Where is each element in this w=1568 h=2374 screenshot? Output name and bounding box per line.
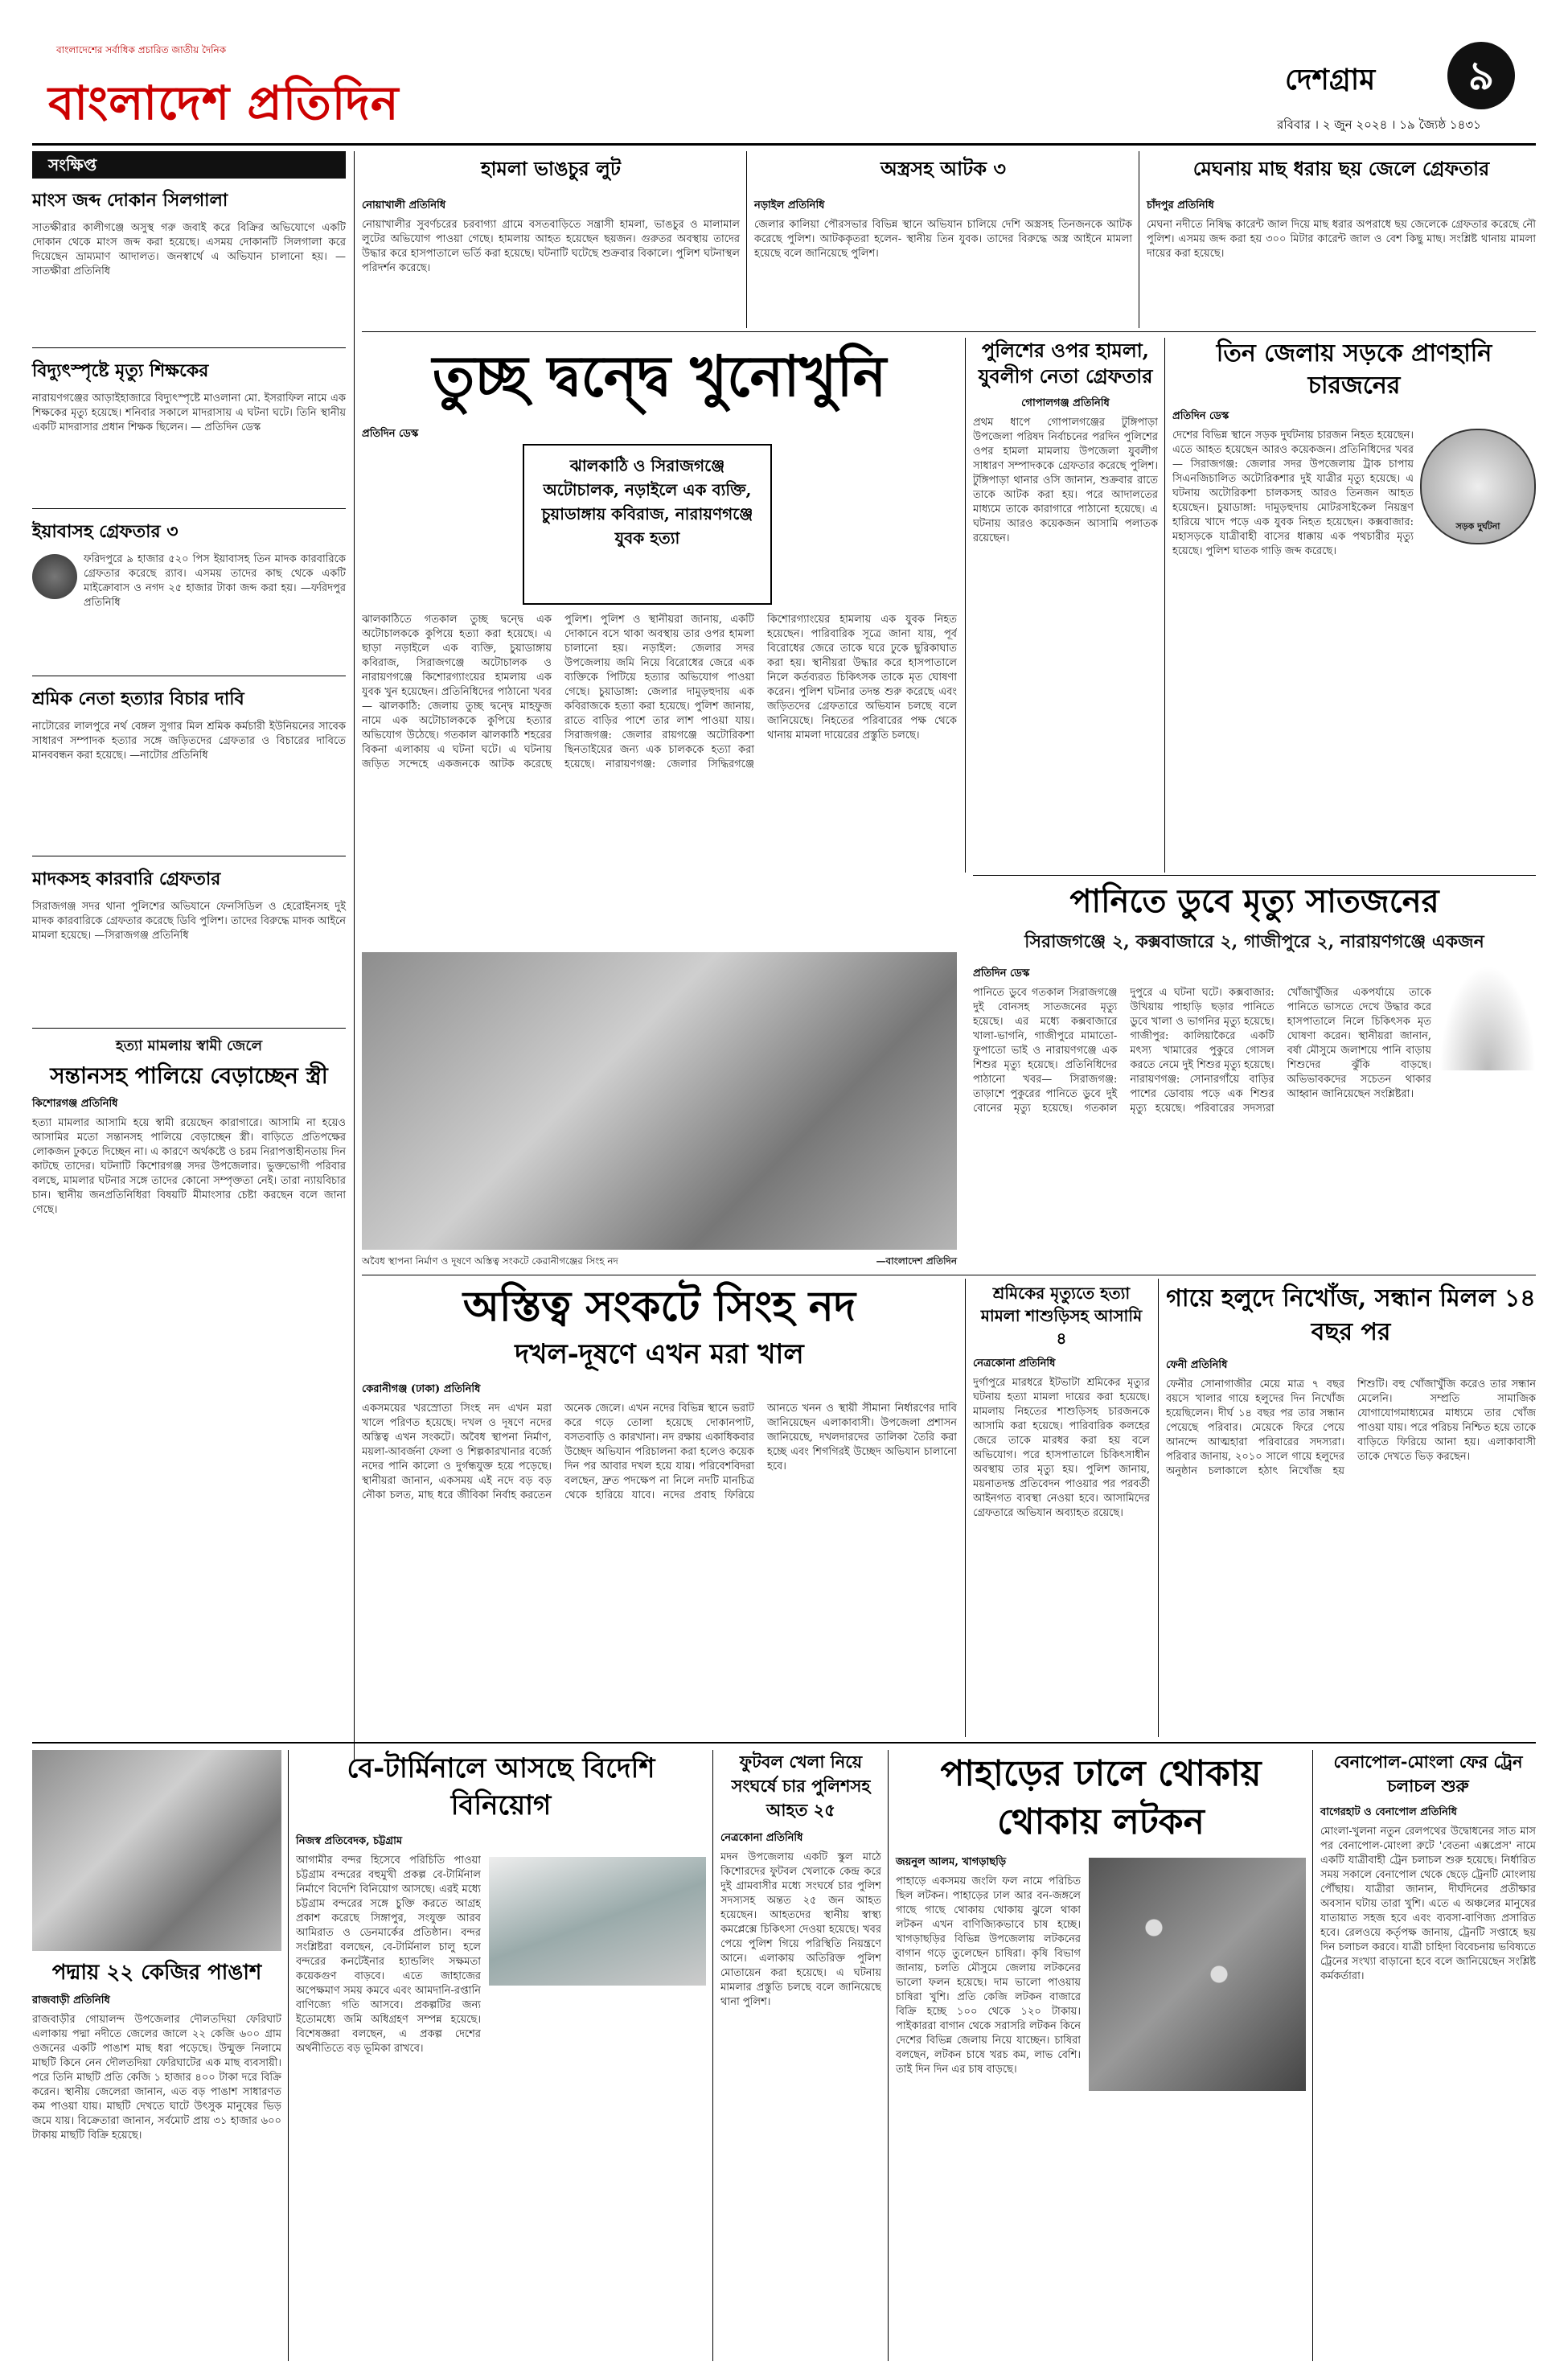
- article-kicker: হত্যা মামলায় স্বামী জেলে: [115, 1037, 263, 1054]
- lead-deck-box: [523, 444, 772, 605]
- article-credit: নোয়াখালী প্রতিনিধি: [362, 199, 446, 212]
- article-headline: পানিতে ডুবে মৃত্যু সাতজনের: [1069, 882, 1439, 920]
- article-attack: [362, 151, 740, 276]
- lotkon-body-continued: [896, 2099, 1306, 2356]
- article-pangas: [32, 1959, 281, 2343]
- article-credit: রাজবাড়ী প্রতিনিধি: [32, 1994, 110, 2006]
- sidebar-item: [32, 685, 346, 763]
- issue-date: রবিবার । ২ জুন ২০২৪ । ১৯ জ্যৈষ্ঠ ১৪৩১: [1277, 117, 1481, 132]
- article-headline: পদ্মায় ২২ কেজির পাঙাশ: [51, 1961, 262, 1985]
- article-absconding-wife: [32, 1034, 346, 1218]
- sidebar-item-body: নারায়ণগঞ্জের আড়াইহাজারে বিদ্যুৎস্পৃষ্টে মাওলানা মো. ইসরাফিল নামে এক শিক্ষকের মৃত্যু হয়েছে। শনিবার সকালে মাদরাসায় এ ঘটনা ঘটে। তিনি স্থানীয় একটি মাদরাসার প্রধান শিক্ষক ছিলেন। — প্রতিদিন ডেস্ক: [32, 392, 346, 433]
- article-credit: কেরানীগঞ্জ (ঢাকা) প্রতিনিধি: [362, 1383, 481, 1395]
- article-headline: শ্রমিকের মৃত্যুতে হত্যা মামলা শাশুড়িসহ আসামি ৪: [980, 1284, 1143, 1348]
- column-divider: [1312, 1750, 1313, 2361]
- road-accident-illustration: [1420, 429, 1536, 544]
- article-road-deaths: [1172, 338, 1536, 855]
- divider: [973, 875, 1536, 876]
- sidebar-item-title: ইয়াবাসহ গ্রেফতার ৩: [32, 521, 179, 542]
- article-train: [1320, 1750, 1536, 2339]
- lead-deck: ঝালকাঠি ও সিরাজগঞ্জে অটোচালক, নড়াইলে এক ব্যক্তি, চুয়াডাঙ্গায় কবিরাজ, নারায়ণগঞ্জে যুবক হত্যা: [541, 456, 753, 548]
- article-worker-murder: [973, 1282, 1150, 1730]
- article-body: জেলার কালিয়া পৌরসভার বিভিন্ন স্থানে অভিযান চালিয়ে দেশি অস্ত্রসহ তিনজনকে আটক করেছে পুলিশ। আটককৃতরা হলেন- স্থানীয় তিন যুবক। তাদের বিরুদ্ধে অস্ত্র আইনে মামলা হয়েছে বলে জানিয়েছে পুলিশ।: [754, 219, 1132, 260]
- article-singha-river: [362, 1279, 957, 1760]
- article-body: একসময়ের খরস্রোতা সিংহ নদ এখন মরা খালে পরিণত হয়েছে। দখল ও দূষণে নদের অস্তিত্ব এখন সংকটে। অবৈধ স্থাপনা নির্মাণ, ময়লা-আবর্জনা ফেলা ও শিল্পকারখানার বর্জ্যে নদের পানি কালো ও দুর্গন্ধযুক্ত হয়ে পড়েছে। স্থানীয়রা জানান, একসময় এই নদে বড় বড় নৌকা চলত, মাছ ধরে জীবিকা নির্বাহ করতেন অনেক জেলে। এখন নদের বিভিন্ন স্থানে ভরাট করে গড়ে তোলা হয়েছে দোকানপাট, বসতবাড়ি ও কারখানা। নদ রক্ষায় একাধিকবার উচ্ছেদ অভিযান পরিচালনা করা হলেও কয়েক দিন পর আবার দখল হয়ে যায়। পরিবেশবিদরা বলছেন, দ্রুত পদক্ষেপ না নিলে নদটি মানচিত্র থেকে হারিয়ে যাবে। নদের প্রবাহ ফিরিয়ে আনতে খনন ও স্থায়ী সীমানা নির্ধারণের দাবি জানিয়েছেন এলাকাবাসী। উপজেলা প্রশাসন জানিয়েছে, দখলদারদের তালিকা তৈরি করা হচ্ছে এবং শিগগিরই উচ্ছেদ অভিযান চালানো হবে।: [362, 1403, 957, 1501]
- sidebar-item: [32, 865, 346, 943]
- article-headline: মেঘনায় মাছ ধরায় ছয় জেলে গ্রেফতার: [1192, 157, 1490, 180]
- article-body: মদন উপজেলায় একটি স্কুল মাঠে কিশোরদের ফুটবল খেলাকে কেন্দ্র করে দুই গ্রামবাসীর মধ্যে সংঘর্ষে চার পুলিশ সদস্যসহ অন্তত ২৫ জন আহত হয়েছেন। আহতদের স্থানীয় স্বাস্থ্য কমপ্লেক্সে চিকিৎসা দেওয়া হয়েছে। খবর পেয়ে পুলিশ গিয়ে পরিস্থিতি নিয়ন্ত্রণে আনে। এলাকায় অতিরিক্ত পুলিশ মোতায়েন করা হয়েছে। এ ঘটনায় মামলার প্রস্তুতি চলছে বলে জানিয়েছে থানা পুলিশ।: [720, 1851, 881, 2008]
- article-credit: কিশোরগঞ্জ প্রতিনিধি: [32, 1098, 118, 1110]
- article-body: আগামীর বন্দর হিসেবে পরিচিতি পাওয়া চট্টগ্রাম বন্দরের বহুমুখী প্রকল্প বে-টার্মিনাল নির্মাণে বিদেশি বিনিয়োগ আসছে। এরই মধ্যে চট্টগ্রাম বন্দরের সঙ্গে চুক্তি করতে আগ্রহ প্রকাশ করেছে সিঙ্গাপুর, সংযুক্ত আরব আমিরাত ও ডেনমার্কের প্রতিষ্ঠান। বন্দর সংশ্লিষ্টরা বলছেন, বে-টার্মিনাল চালু হলে বন্দরের কনটেইনার হ্যান্ডলিং সক্ষমতা কয়েকগুণ বাড়বে। এতে জাহাজের অপেক্ষমাণ সময় কমবে এবং আমদানি-রপ্তানি বাণিজ্যে গতি আসবে। প্রকল্পটির জন্য ইতোমধ্যে জমি অধিগ্রহণ সম্পন্ন হয়েছে। বিশেষজ্ঞরা বলছেন, এ প্রকল্প দেশের অর্থনীতিতে বড় ভূমিকা রাখবে।: [296, 1854, 481, 2055]
- article-headline: পাহাড়ের ঢালে থোকায় থোকায় লটকন: [940, 1753, 1262, 1842]
- article-police-attack: [973, 338, 1158, 826]
- article-headline: তিন জেলায় সড়কে প্রাণহানি চারজনের: [1216, 339, 1492, 400]
- lead-photo: [362, 952, 957, 1250]
- column-divider: [712, 1750, 713, 2361]
- article-arms-arrest: [754, 151, 1132, 261]
- article-subheadline: দখল-দূষণে এখন মরা খাল: [515, 1338, 804, 1370]
- article-credit: নিজস্ব প্রতিবেদক, চট্টগ্রাম: [296, 1835, 403, 1847]
- sidebar-item: [32, 187, 346, 279]
- article-headline: ফুটবল খেলা নিয়ে সংঘর্ষে চার পুলিশসহ আহত ২৫: [731, 1752, 871, 1820]
- lead-body: ঝালকাঠিতে গতকাল তুচ্ছ দ্বন্দ্বে এক অটোচালককে কুপিয়ে হত্যা করা হয়েছে। এ ছাড়া নড়াইলে এক ব্যক্তি, চুয়াডাঙ্গায় কবিরাজ, সিরাজগঞ্জে অটোচালক ও নারায়ণগঞ্জে কিশোরগ্যাংয়ের হামলায় এক যুবক খুন হয়েছেন। প্রতিনিধিদের পাঠানো খবর— ঝালকাঠি: জেলায় তুচ্ছ দ্বন্দ্বে মাহফুজ নামে এক অটোচালককে কুপিয়ে হত্যার অভিযোগ উঠেছে। গতকাল ঝালকাঠি শহরের বিকনা এলাকায় এ ঘটনা ঘটে। এ ঘটনায় জড়িত সন্দেহে একজনকে আটক করেছে পুলিশ। পুলিশ ও স্থানীয়রা জানায়, একটি দোকানে বসে থাকা অবস্থায় তার ওপর হামলা চালানো হয়। নড়াইল: জেলার সদর উপজেলায় জমি নিয়ে বিরোধের জেরে এক ব্যক্তিকে পিটিয়ে হত্যার অভিযোগ পাওয়া গেছে। চুয়াডাঙ্গা: জেলার দামুড়হুদায় এক কবিরাজকে হত্যা করা হয়েছে। পুলিশ জানায়, রাতে বাড়ির পাশে তার লাশ পাওয়া যায়। সিরাজগঞ্জ: জেলার রায়গঞ্জে অটোরিকশা ছিনতাইয়ের জন্য এক চালককে হত্যা করা হয়েছে। নারায়ণগঞ্জ: জেলার সিদ্ধিরগঞ্জে কিশোরগ্যাংয়ের হামলায় এক যুবক নিহত হয়েছেন। পারিবারিক সূত্রে জানা যায়, পূর্ব বিরোধের জেরে তাকে ঘরে ঢুকে ছুরিকাঘাত করা হয়। স্থানীয়রা উদ্ধার করে হাসপাতালে নিলে কর্তব্যরত চিকিৎসক তাকে মৃত ঘোষণা করেন। পুলিশ ঘটনার তদন্ত শুরু করেছে এবং জড়িতদের গ্রেফতারে অভিযান চলছে বলে জানিয়েছে। নিহতের পরিবারের পক্ষ থেকে থানায় মামলা দায়েরের প্রস্তুতি চলছে।: [362, 614, 957, 770]
- divider: [32, 347, 346, 348]
- accident-label: সড়ক দুর্ঘটনা: [1455, 521, 1500, 532]
- photo-caption: অবৈধ স্থাপনা নির্মাণ ও দূষণে অস্তিত্ব সংকটে কেরানীগঞ্জের সিংহ নদ: [362, 1255, 618, 1267]
- article-credit: নড়াইল প্রতিনিধি: [754, 199, 825, 212]
- page-number: ৯: [1447, 42, 1515, 109]
- article-fishermen-arrest: [1147, 151, 1536, 261]
- article-headline: গায়ে হলুদে নিখোঁজ, সন্ধান মিলল ১৪ বছর পর: [1166, 1284, 1536, 1346]
- article-deck: সিরাজগঞ্জে ২, কক্সবাজারে ২, গাজীপুরে ২, নারায়ণগঞ্জে একজন: [1024, 931, 1484, 952]
- article-drowning: [973, 880, 1536, 1267]
- lead-article: [362, 426, 957, 949]
- article-headline: অস্ত্রসহ আটক ৩: [880, 157, 1006, 180]
- column-divider: [965, 1279, 966, 1737]
- masthead-divider: [32, 143, 1536, 146]
- sidebar-item-title: মাদকসহ কারবারি গ্রেফতার: [32, 869, 221, 889]
- port-photo: [489, 1857, 706, 1986]
- article-credit: নেত্রকোনা প্রতিনিধি: [720, 1832, 803, 1844]
- article-body: মোংলা-খুলনা নতুন রেলপথের উদ্বোধনের সাত মাস পর বেনাপোল-মোংলা রুটে 'বেতনা এক্সপ্রেস' নামে একটি যাত্রীবাহী ট্রেন চলাচল শুরু হয়েছে। নির্ধারিত সময় সকালে বেনাপোল থেকে ছেড়ে ট্রেনটি মোংলায় পৌঁছায়। যাত্রীরা জানান, দীর্ঘদিনের প্রতীক্ষার অবসান ঘটায় তারা খুশি। এতে এ অঞ্চলের মানুষের যাতায়াত সহজ হবে এবং ব্যবসা-বাণিজ্য প্রসারিত হবে। রেলওয়ে কর্তৃপক্ষ জানায়, ট্রেনটি সপ্তাহে ছয় দিন চলাচল করবে। যাত্রী চাহিদা বিবেচনায় ভবিষ্যতে ট্রেনের সংখ্যা বাড়ানো হবে বলে জানিয়েছেন সংশ্লিষ্ট কর্মকর্তারা।: [1320, 1826, 1536, 1982]
- article-credit: প্রতিদিন ডেস্ক: [362, 428, 419, 440]
- article-missing-girl: [1166, 1282, 1536, 1731]
- article-body: ফেনীর সোনাগাজীর মেয়ে মাত্র ৭ বছর বয়সে খালার গায়ে হলুদের দিন নিখোঁজ হয়েছিলেন। দীর্ঘ ১৪ বছর পর তার সন্ধান পেয়েছে পরিবার। মেয়েকে ফিরে পেয়ে আনন্দে আত্মহারা পরিবারের সদস্যরা। পরিবার জানায়, ২০১০ সালে গায়ে হলুদের অনুষ্ঠান চলাকালে হঠাৎ নিখোঁজ হয় শিশুটি। বহু খোঁজাখুঁজি করেও তার সন্ধান মেলেনি। সম্প্রতি সামাজিক যোগাযোগমাধ্যমের মাধ্যমে তার খোঁজ পাওয়া যায়। পরে পরিচয় নিশ্চিত হয়ে তাকে বাড়িতে ফিরিয়ে আনা হয়। এলাকাবাসী তাকে দেখতে ভিড় করছেন।: [1166, 1378, 1536, 1477]
- sidebar-item: [32, 357, 346, 435]
- fish-photo: [32, 1750, 281, 1951]
- article-body: প্রথম ধাপে গোপালগঞ্জের টুঙ্গিপাড়া উপজেলা পরিষদ নির্বাচনের পরদিন পুলিশের ওপর হামলা মামলায় উপজেলা যুবলীগ সাধারণ সম্পাদককে গ্রেফতার করেছে পুলিশ। টুঙ্গিপাড়া থানার ওসি জানান, শুক্রবার রাতে তাকে আটক করা হয়। পরে আদালতের মাধ্যমে তাকে কারাগারে পাঠানো হয়েছে। এ ঘটনায় আরও কয়েকজন আসামি পলাতক রয়েছেন।: [973, 417, 1158, 544]
- divider: [32, 1742, 1536, 1744]
- article-headline: পুলিশের ওপর হামলা, যুবলীগ নেতা গ্রেফতার: [978, 339, 1153, 388]
- article-headline: হামলা ভাঙচুর লুট: [480, 157, 621, 180]
- article-headline: বেনাপোল-মোংলা ফের ট্রেন চলাচল শুরু: [1333, 1752, 1523, 1796]
- article-bay-terminal: [296, 1750, 706, 2352]
- sidebar-item-body: ফরিদপুরে ৯ হাজার ৫২০ পিস ইয়াবাসহ তিন মাদক কারবারিকে গ্রেফতার করেছে র‌্যাব। এসময় তাদের কাছ থেকে একটি মাইক্রোবাস ও নগদ ২৫ হাজার টাকা জব্দ করা হয়। —ফরিদপুর প্রতিনিধি: [84, 553, 346, 609]
- sidebar-item-body: নাটোরের লালপুরে নর্থ বেঙ্গল সুগার মিল শ্রমিক কর্মচারী ইউনিয়নের সাবেক সাধারণ সম্পাদক হত্যার সঙ্গে জড়িতদের গ্রেফতার ও বিচারের দাবিতে মানববন্ধন করা হয়েছে। —নাটোর প্রতিনিধি: [32, 721, 346, 762]
- article-credit: ফেনী প্রতিনিধি: [1166, 1359, 1228, 1371]
- sidebar-item-body: সাতক্ষীরার কালীগঞ্জে অসুস্থ গরু জবাই করে বিক্রির অভিযোগে একটি দোকান থেকে মাংস জব্দ করা হয়েছে। এসময় দোকানটি সিলগালা করে দিয়েছেন ভ্রাম্যমাণ আদালত। জনস্বার্থে এ অভিযান চালানো হয়। — সাতক্ষীরা প্রতিনিধি: [32, 222, 346, 277]
- logo-tagline: বাংলাদেশের সর্বাধিক প্রচারিত জাতীয় দৈনিক: [56, 44, 227, 55]
- sidebar-thumbnail: [32, 554, 77, 599]
- article-body: নোয়াখালীর সুবর্ণচরের চরবাগ্যা গ্রামে বসতবাড়িতে সন্ত্রাসী হামলা, ভাঙচুর ও মালামাল লুটের অভিযোগ পাওয়া গেছে। হামলায় আহত হয়েছেন ছয়জন। গুরুতর অবস্থায় তাদের উদ্ধার করে হাসপাতালে ভর্তি করা হয়েছে। ঘটনাটি ঘটেছে শুক্রবার বিকালে। পুলিশ ঘটনাস্থল পরিদর্শন করেছে।: [362, 219, 740, 274]
- sidebar-label: সংক্ষিপ্ত: [32, 151, 346, 179]
- lead-column-1: [362, 426, 515, 446]
- logo[interactable]: বাংলাদেশ প্রতিদিন: [48, 76, 400, 130]
- article-credit: প্রতিদিন ডেস্ক: [1172, 410, 1229, 422]
- column-divider: [965, 338, 966, 873]
- column-divider: [288, 1750, 289, 2361]
- lead-headline[interactable]: তুচ্ছ দ্বন্দ্বে খুনোখুনি: [432, 343, 887, 409]
- article-body: রাজবাড়ীর গোয়ালন্দ উপজেলার দৌলতদিয়া ফেরিঘাট এলাকায় পদ্মা নদীতে জেলের জালে ২২ কেজি ৬০০ গ্রাম ওজনের একটি পাঙাশ মাছ ধরা পড়েছে। উন্মুক্ত নিলামে মাছটি কিনে নেন দৌলতদিয়া ফেরিঘাটের এক মাছ ব্যবসায়ী। পরে তিনি মাছটি প্রতি কেজি ১ হাজার ৪০০ টাকা দরে বিক্রি করেন। স্থানীয় জেলেরা জানান, এত বড় পাঙাশ সাধারণত কম পাওয়া যায়। মাছটি দেখতে ঘাটে উৎসুক মানুষের ভিড় জমে যায়। বিক্রেতারা জানান, সর্বমোট প্রায় ৩১ হাজার ৬০০ টাকায় মাছটি বিক্রি হয়েছে।: [32, 2014, 281, 2142]
- sidebar-item-body: সিরাজগঞ্জ সদর থানা পুলিশের অভিযানে ফেনসিডিল ও হেরোইনসহ দুই মাদক কারবারিকে গ্রেফতার করেছে ডিবি পুলিশ। তাদের বিরুদ্ধে মাদক আইনে মামলা হয়েছে। —সিরাজগঞ্জ প্রতিনিধি: [32, 901, 346, 942]
- article-credit: প্রতিদিন ডেস্ক: [973, 967, 1030, 980]
- section-name: দেশগ্রাম: [1285, 64, 1376, 97]
- photo-credit: —বাংলাদেশ প্রতিদিন: [876, 1255, 957, 1267]
- article-body: দেশের বিভিন্ন স্থানে সড়ক দুর্ঘটনায় চারজন নিহত হয়েছেন। এতে আহত হয়েছেন আরও কয়েকজন। প্রতিনিধিদের খবর— সিরাজগঞ্জ: জেলার সদর উপজেলায় ট্রাক চাপায় সিএনজিচালিত অটোরিকশার দুই যাত্রীর মৃত্যু হয়েছে। এ ঘটনায় অটোরিকশা চালকসহ আরও তিনজন আহত হয়েছেন। চুয়াডাঙ্গা: দামুড়হুদায় মোটরসাইকেল নিয়ন্ত্রণ হারিয়ে খাদে পড়ে এক যুবক নিহত হয়েছেন। কক্সবাজার: মহাসড়কে যাত্রীবাহী বাসের ধাক্কায় এক পথচারীর মৃত্যু হয়েছে। পুলিশ ঘাতক গাড়ি জব্দ করেছে।: [1172, 429, 1414, 557]
- sidebar-item-title: শ্রমিক নেতা হত্যার বিচার দাবি: [32, 688, 244, 709]
- article-credit: জয়নুল আলম, খাগড়াছড়ি: [896, 1856, 1007, 1868]
- drowning-illustration: [1439, 966, 1536, 1070]
- divider: [32, 1028, 346, 1029]
- article-body: হত্যা মামলার আসামি হয়ে স্বামী রয়েছেন কারাগারে। আসামি না হয়েও আসামির মতো সন্তানসহ পালিয়ে বেড়াচ্ছেন স্ত্রী। বাড়িতে প্রতিপক্ষের লোকজন ঢুকতে দিচ্ছেন না। এ কারণে অর্থকষ্টে ও চরম নিরাপত্তাহীনতায় দিন কাটছে তাদের। ঘটনাটি কিশোরগঞ্জ সদর উপজেলার। ভুক্তভোগী পরিবার বলছে, মামলার ঘটনার সঙ্গে তাদের কোনো সম্পৃক্ততা নেই। তারা ন্যায়বিচার চান। স্থানীয় জনপ্রতিনিধিরা বিষয়টি মীমাংসার চেষ্টা করছেন বলে জানা গেছে।: [32, 1117, 346, 1216]
- article-body: মেঘনা নদীতে নিষিদ্ধ কারেন্ট জাল দিয়ে মাছ ধরার অপরাধে ছয় জেলেকে গ্রেফতার করেছে নৌ পুলিশ। এসময় জব্দ করা হয় ৩০০ মিটার কারেন্ট জাল ও বেশ কিছু মাছ। সংশ্লিষ্ট থানায় মামলা দায়ের করা হয়েছে।: [1147, 219, 1536, 260]
- article-body: দুর্গাপুরে মারধরে ইটভাটা শ্রমিকের মৃত্যুর ঘটনায় হত্যা মামলা দায়ের করা হয়েছে। মামলায় নিহতের শাশুড়িসহ চারজনকে আসামি করা হয়েছে। পারিবারিক কলহের জেরে তাকে মারধর করা হয় বলে অভিযোগ। পরে হাসপাতালে চিকিৎসাধীন অবস্থায় তার মৃত্যু হয়। পুলিশ জানায়, ময়নাতদন্ত প্রতিবেদন পাওয়ার পর পরবর্তী আইনগত ব্যবস্থা নেওয়া হবে। আসামিদের গ্রেফতারে অভিযান অব্যাহত রয়েছে।: [973, 1377, 1150, 1519]
- article-body: পানিতে ডুবে গতকাল সিরাজগঞ্জে দুই বোনসহ সাতজনের মৃত্যু হয়েছে। এর মধ্যে কক্সবাজারে খালা-ভাগনি, গাজীপুরে মামাতো-ফুপাতো ভাই ও নারায়ণগঞ্জে এক শিশুর মৃত্যু হয়েছে। প্রতিনিধিদের পাঠানো খবর— সিরাজগঞ্জ: তাড়াশে পুকুরের পানিতে ডুবে দুই বোনের মৃত্যু হয়েছে। গতকাল দুপুরে এ ঘটনা ঘটে। কক্সবাজার: উখিয়ায় পাহাড়ি ছড়ার পানিতে ডুবে খালা ও ভাগনির মৃত্যু হয়েছে। গাজীপুর: কালিয়াকৈরে একটি মৎস্য খামারের পুকুরে গোসল করতে নেমে দুই শিশুর মৃত্যু হয়েছে। নারায়ণগঞ্জ: সোনারগাঁয়ে বাড়ির পাশের ডোবায় পড়ে এক শিশুর মৃত্যু হয়েছে। পরিবারের সদস্যরা খোঁজাখুঁজির একপর্যায়ে তাকে পানিতে ভাসতে দেখে উদ্ধার করে হাসপাতালে নিলে চিকিৎসক মৃত ঘোষণা করেন। স্থানীয়রা জানান, বর্ষা মৌসুমে জলাশয়ে পানি বাড়ায় শিশুদের ঝুঁকি বাড়ছে। অভিভাবকদের সচেতন থাকার আহ্বান জানিয়েছেন সংশ্লিষ্টরা।: [973, 987, 1431, 1115]
- sidebar-item: [32, 518, 346, 610]
- column-divider: [888, 1750, 889, 2361]
- article-credit: চাঁদপুর প্রতিনিধি: [1147, 199, 1214, 212]
- article-credit: বাগেরহাট ও বেনাপোল প্রতিনিধি: [1320, 1806, 1457, 1818]
- column-divider: [1164, 338, 1165, 873]
- column-divider: [1158, 1279, 1159, 1737]
- article-football-clash: [720, 1750, 881, 2341]
- column-divider: [746, 151, 747, 328]
- masthead: [32, 23, 1536, 143]
- divider: [32, 508, 346, 509]
- article-body: পাহাড়ে একসময় জংলি ফল নামে পরিচিত ছিল লটকন। পাহাড়ের ঢাল আর বন-জঙ্গলে গাছে গাছে থোকায় থোকায় ঝুলে থাকা লটকন এখন বাণিজ্যিকভাবে চাষ হচ্ছে। খাগড়াছড়ির বিভিন্ন উপজেলায় লটকনের বাগান গড়ে তুলেছেন চাষিরা। কৃষি বিভাগ জানায়, চলতি মৌসুমে জেলায় লটকনের ভালো ফলন হয়েছে। দাম ভালো পাওয়ায় চাষিরা খুশি। প্রতি কেজি লটকন বাজারে বিক্রি হচ্ছে ১০০ থেকে ১২০ টাকায়। পাইকাররা বাগান থেকে সরাসরি লটকন কিনে দেশের বিভিন্ন জেলায় নিয়ে যাচ্ছেন। চাষিরা বলছেন, লটকন চাষে খরচ কম, লাভ বেশি। তাই দিন দিন এর চাষ বাড়ছে।: [896, 1875, 1081, 2076]
- article-credit: নেত্রকোনা প্রতিনিধি: [973, 1357, 1056, 1370]
- divider: [362, 331, 1536, 332]
- article-credit: গোপালগঞ্জ প্রতিনিধি: [1021, 397, 1110, 409]
- article-headline: বে-টার্মিনালে আসছে বিদেশি বিনিয়োগ: [347, 1752, 655, 1822]
- lotkon-photo: [1089, 1858, 1306, 2091]
- article-headline: অস্তিত্ব সংকটে সিংহ নদ: [462, 1283, 856, 1331]
- article-headline: সন্তানসহ পালিয়ে বেড়াচ্ছেন স্ত্রী: [50, 1062, 328, 1089]
- sidebar-item-title: বিদ্যুৎস্পৃষ্টে মৃত্যু শিক্ষকের: [32, 360, 209, 381]
- sidebar-item-title: মাংস জব্দ দোকান সিলগালা: [32, 190, 228, 211]
